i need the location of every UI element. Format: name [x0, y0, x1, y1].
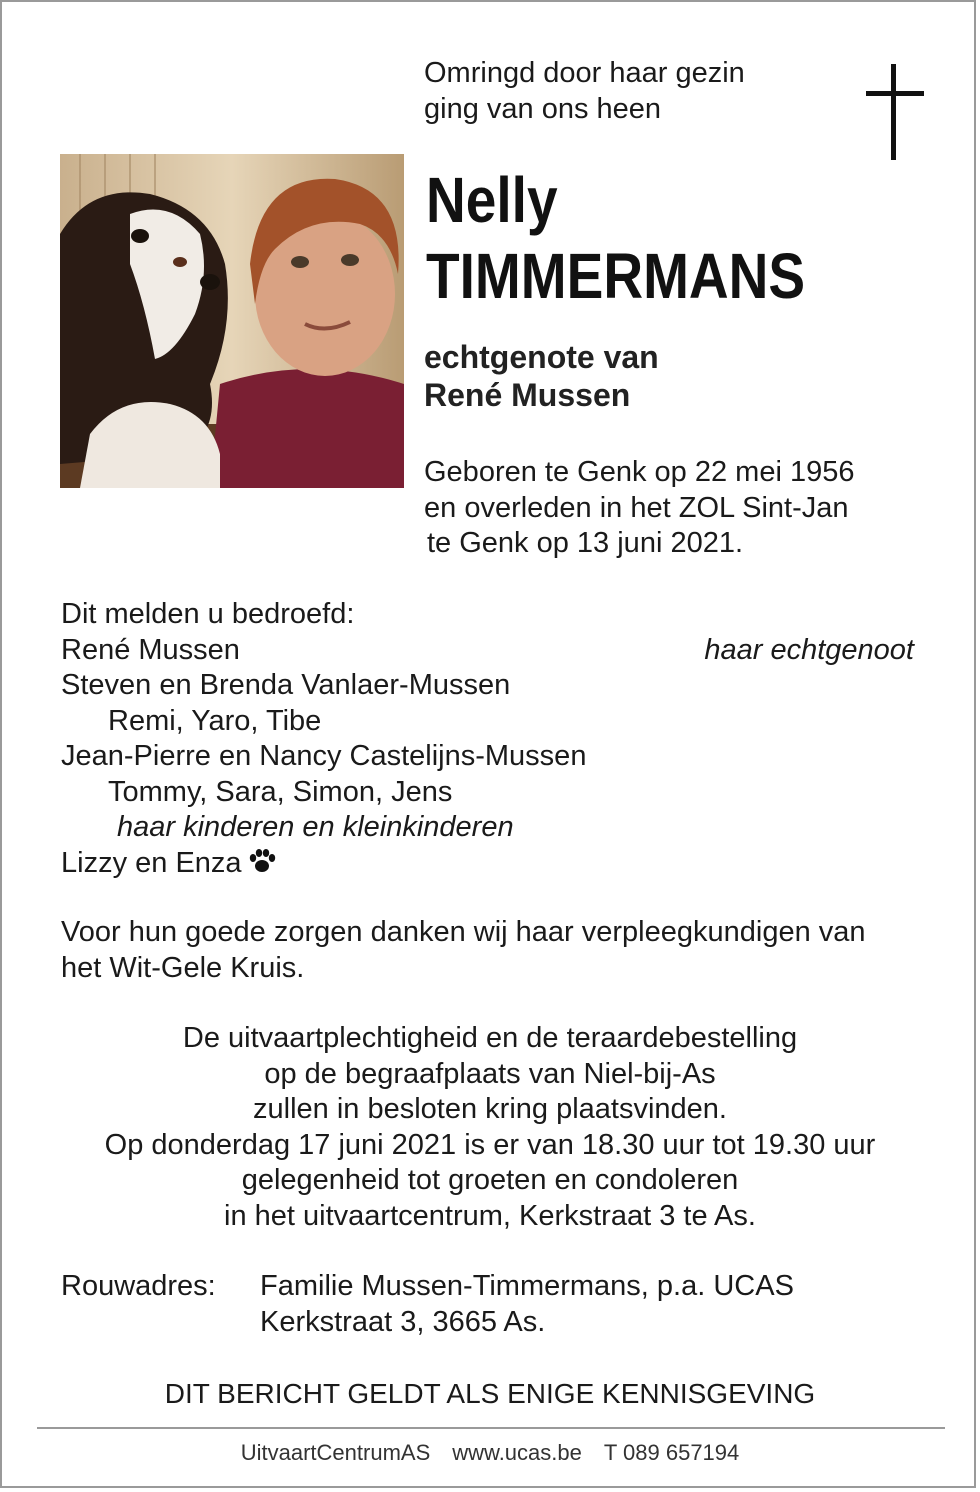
footer-phone: T 089 657194	[603, 1440, 740, 1465]
address-label: Rouwadres:	[61, 1270, 216, 1302]
spouse-line-2: René Mussen	[424, 377, 631, 413]
footer-divider	[37, 1427, 945, 1429]
footer-company: UitvaartCentrumAS	[240, 1440, 431, 1465]
paw-icon	[248, 848, 276, 884]
ceremony-line: De uitvaartplechtigheid en de teraardebestelling	[182, 1022, 798, 1054]
intro-line-1: Omringd door haar gezin	[424, 57, 745, 89]
ceremony-line: zullen in besloten kring plaatsvinden.	[253, 1093, 727, 1125]
ceremony-line: op de begraafplaats van Niel-bij-As	[264, 1057, 716, 1090]
family-list	[61, 597, 921, 881]
cross-icon	[866, 64, 924, 160]
children-relation: haar kinderen en kleinkinderen	[117, 811, 514, 843]
last-name: TIMMERMANS	[426, 240, 806, 312]
spouse-name: René Mussen	[61, 633, 240, 666]
family-grandchildren-2: Tommy, Sara, Simon, Jens	[108, 775, 453, 808]
family-child-1: Steven en Brenda Vanlaer-Mussen	[61, 669, 511, 701]
ceremony-line: gelegenheid tot groeten en condoleren	[241, 1164, 739, 1196]
life-dates	[424, 455, 854, 562]
death-line: en overleden in het ZOL Sint-Jan	[424, 491, 849, 524]
family-pets	[61, 846, 921, 882]
family-grandchildren-1: Remi, Yaro, Tibe	[108, 704, 322, 737]
ceremony-line: Op donderdag 17 juni 2021 is er van 18.30 uur tot 19.30 uur	[104, 1128, 876, 1161]
spouse-block	[424, 338, 659, 414]
spouse-relation: haar echtgenoot	[704, 633, 914, 666]
mourning-address	[260, 1269, 794, 1340]
ceremony-line: in het uitvaartcentrum, Kerkstraat 3 te As.	[224, 1199, 756, 1232]
portrait-illustration	[60, 154, 404, 488]
footer-website[interactable]: www.ucas.be	[452, 1440, 582, 1465]
notice-text: DIT BERICHT GELDT ALS ENIGE KENNISGEVING	[164, 1378, 816, 1409]
death-place-line: te Genk op 13 juni 2021.	[427, 527, 744, 559]
ceremony-text	[2, 1021, 978, 1234]
first-name: Nelly	[426, 164, 558, 236]
thanks-line-1: Voor hun goede zorgen danken wij haar verpleegkundigen van	[61, 916, 866, 948]
family-heading: Dit melden u bedroefd:	[61, 598, 355, 630]
address-line-2: Kerkstraat 3, 3665 As.	[260, 1305, 546, 1338]
deceased-name	[426, 162, 805, 314]
family-row-spouse	[61, 633, 921, 669]
intro-line-2: ging van ons heen	[424, 92, 662, 125]
intro-text	[424, 56, 745, 127]
pets-names: Lizzy en Enza	[61, 846, 242, 879]
birth-line: Geboren te Genk op 22 mei 1956	[424, 456, 855, 488]
thanks-text	[61, 915, 866, 986]
portrait-photo	[60, 154, 404, 488]
thanks-line-2: het Wit-Gele Kruis.	[61, 951, 305, 984]
address-line-1: Familie Mussen-Timmermans, p.a. UCAS	[260, 1270, 794, 1302]
footer	[2, 1438, 978, 1468]
spouse-line-1: echtgenote van	[424, 339, 659, 375]
family-child-2: Jean-Pierre en Nancy Castelijns-Mussen	[61, 740, 587, 772]
